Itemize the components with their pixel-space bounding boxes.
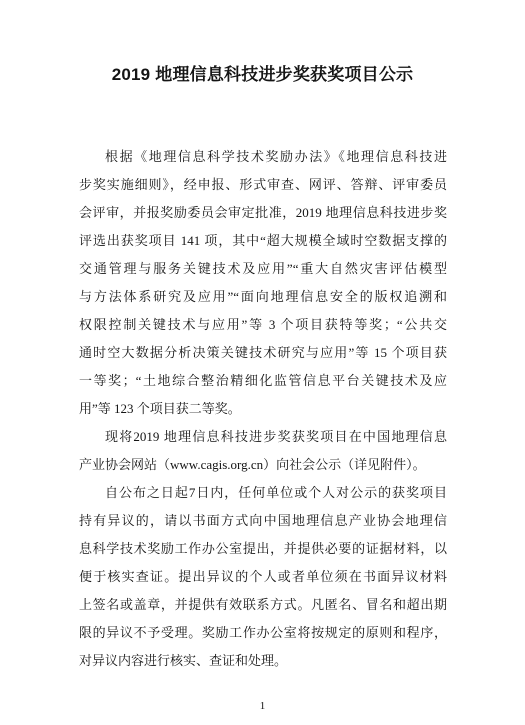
paragraph-public-notice [79,423,447,479]
paragraph-award-results [79,143,447,423]
text-line: 限的异议不予受理。奖励工作办公室将按规定的原则和程序， [79,625,447,640]
text-line: 权限控制关键技术与应用”等 3 个项目获特等奖；“公共交 [79,317,447,332]
document-title: 2019 地理信息科技进步奖获奖项目公示 [111,65,414,84]
text-line: 用”等 123 个项目获二等奖。 [79,401,241,416]
text-line: 步奖实施细则》，经申报、形式审查、网评、答辩、评审委员 [79,177,447,192]
paragraph-objection-procedure [79,479,447,675]
text-line: 根据《地理信息科学技术奖励办法》《地理信息科技进 [105,149,447,164]
text-line: 会评审，并报奖励委员会审定批准，2019 地理信息科技进步奖 [79,205,447,220]
text-line: 便于核实查证。提出异议的个人或者单位须在书面异议材料 [79,569,447,584]
text-line: 现将2019 地理信息科技进步奖获奖项目在中国地理信息 [105,429,447,444]
page-number: 1 [259,700,266,712]
text-line: 一等奖；“土地综合整治精细化监管信息平台关键技术及应 [79,373,447,388]
text-line: 自公布之日起7日内，任何单位或个人对公示的获奖项目 [105,485,447,500]
text-line: 通时空大数据分析决策关键技术研究与应用”等 15 个项目获 [79,345,447,360]
text-line: 交通管理与服务关键技术及应用”“重大自然灾害评估模型 [79,261,447,276]
text-line: 产业协会网站（www.cagis.org.cn）向社会公示（详见附件）。 [79,457,426,472]
text-line: 上签名或盖章，并提供有效联系方式。凡匿名、冒名和超出期 [79,597,447,612]
document-body [79,143,447,675]
text-line: 对异议内容进行核实、查证和处理。 [79,653,288,668]
text-line: 评选出获奖项目 141 项，其中“超大规模全域时空数据支撑的 [79,233,447,248]
text-line: 息科学技术奖励工作办公室提出，并提供必要的证据材料，以 [79,541,447,556]
text-line: 持有异议的，请以书面方式向中国地理信息产业协会地理信 [79,513,447,528]
text-line: 与方法体系研究及应用”“面向地理信息安全的版权追溯和 [79,289,447,304]
